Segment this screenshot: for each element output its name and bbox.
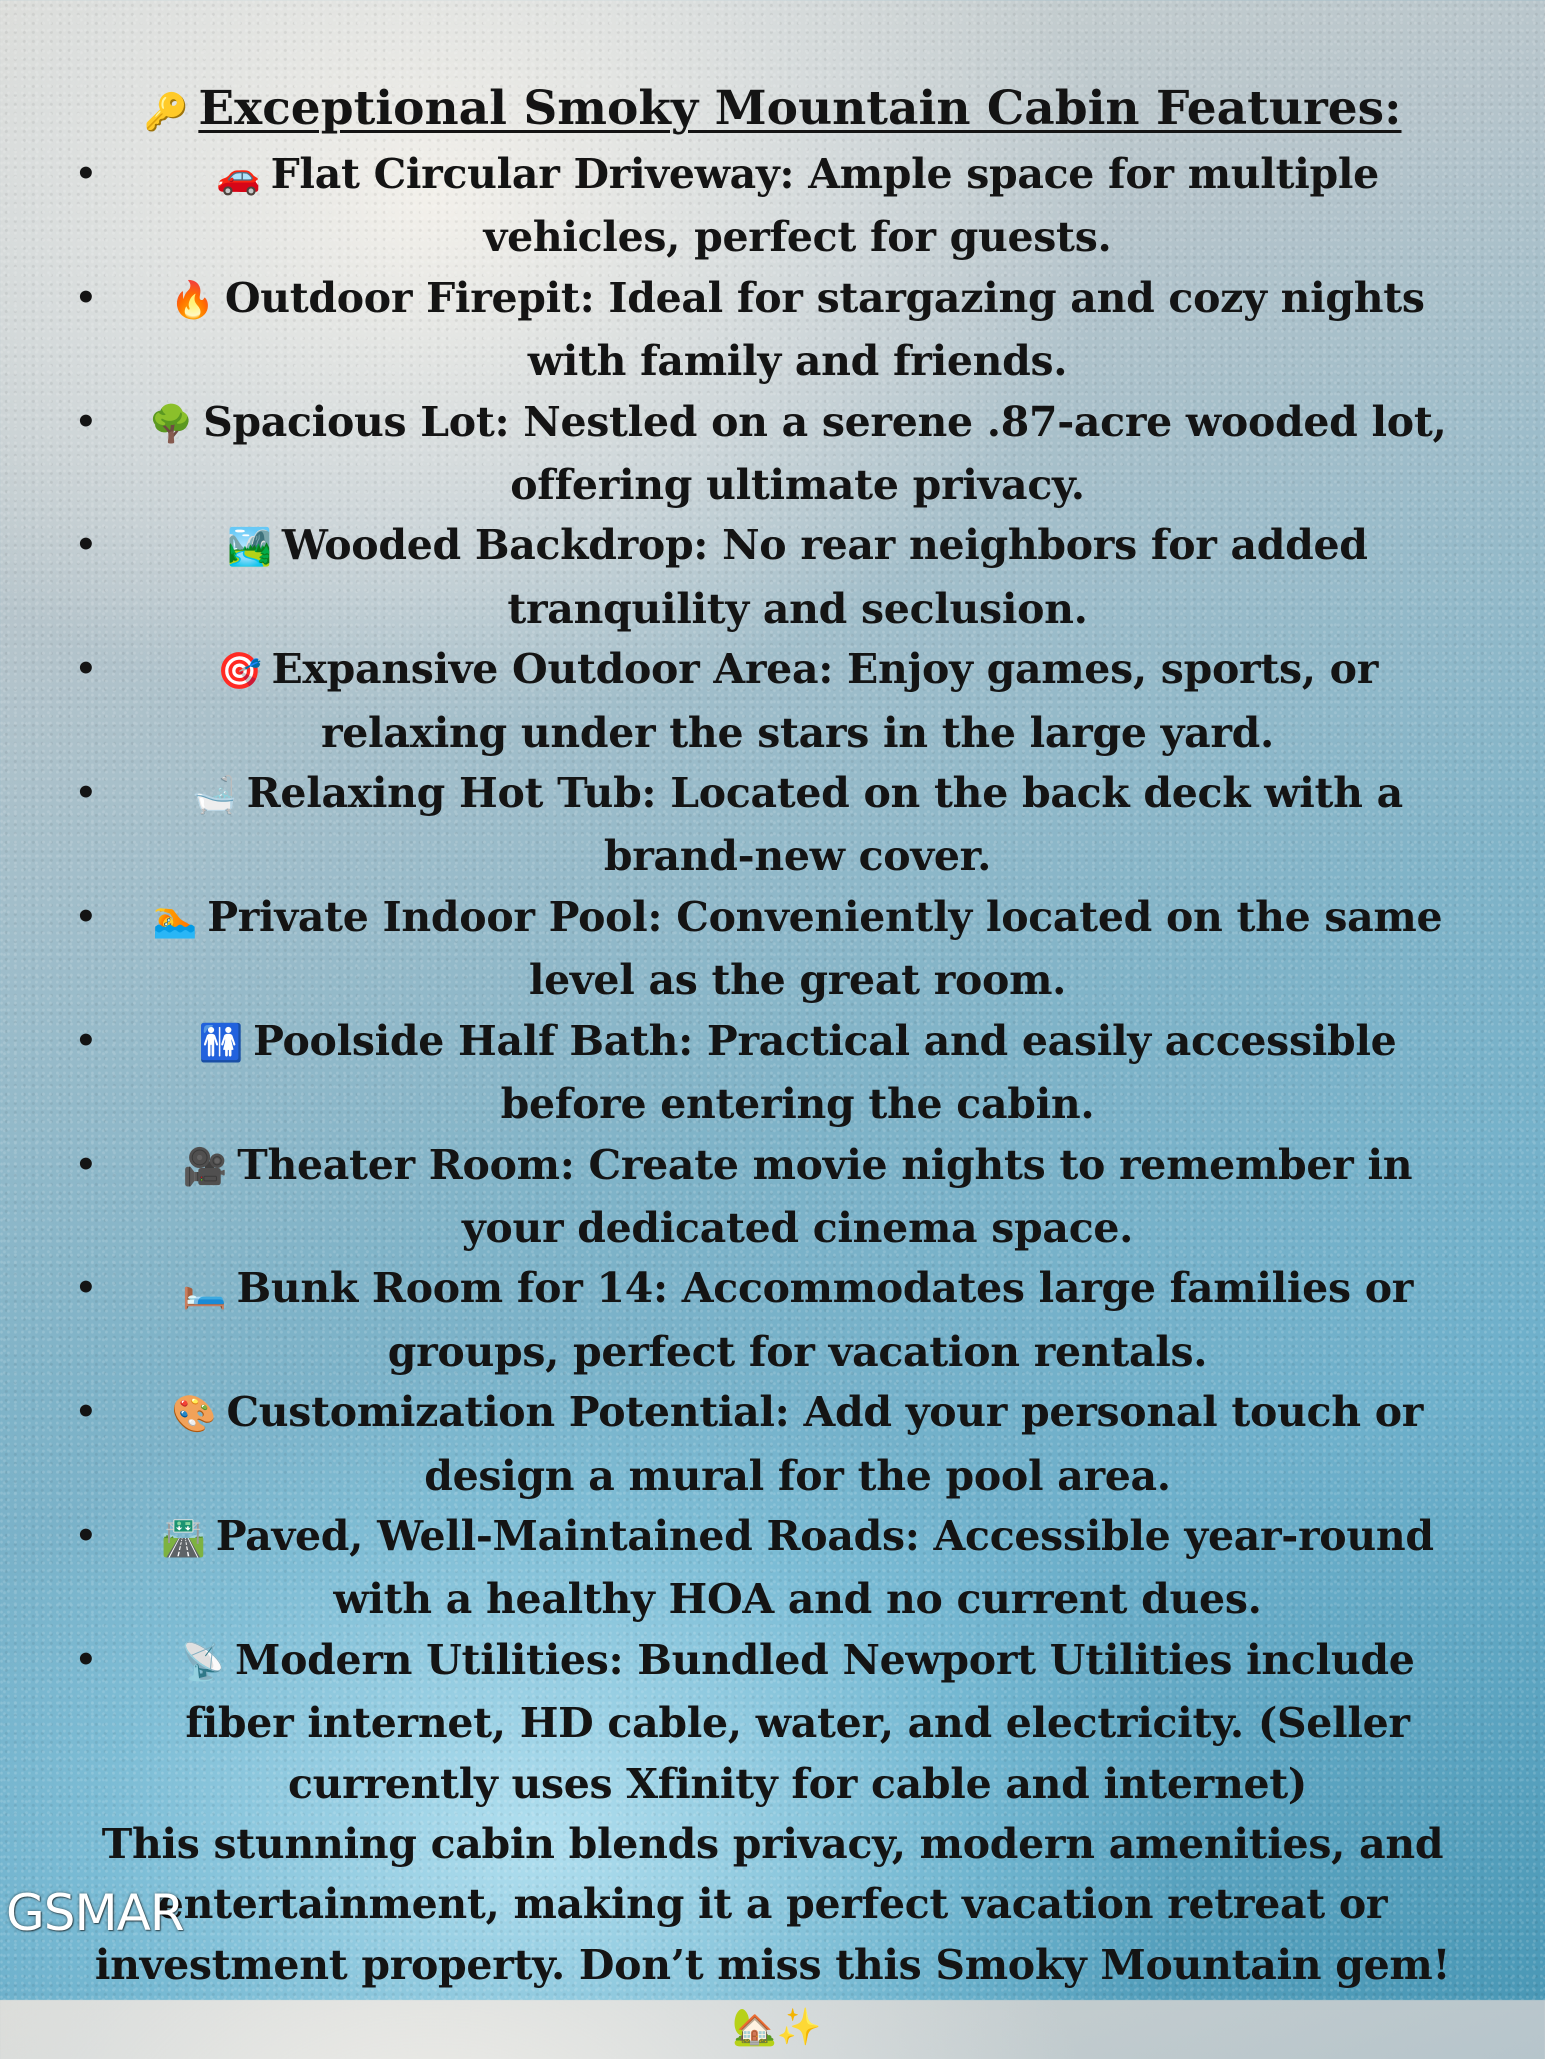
feature-text: Private Indoor Pool: Conveniently located on the same level as the great room. <box>207 892 1443 1005</box>
feature-text: Relaxing Hot Tub: Located on the back deck with a brand-new cover. <box>246 769 1403 881</box>
house-sparkles-icon: 🏡✨ <box>731 2007 822 2049</box>
page-title <box>0 78 1545 144</box>
feature-item <box>75 1630 1465 1814</box>
feature-item <box>75 1135 1465 1259</box>
feature-text: Spacious Lot: Nestled on a serene .87-acre wooded lot, offering ultimate privacy. <box>203 397 1447 510</box>
bullet-icon: • <box>75 1144 97 1185</box>
movie-camera-icon: 🎥 <box>182 1146 228 1188</box>
feature-text: Customization Potential: Add your personal touch or design a mural for the pool area. <box>226 1388 1424 1500</box>
bullet-icon: • <box>75 649 97 690</box>
bathtub-icon: 🛁 <box>192 775 237 817</box>
motorway-icon: 🛣️ <box>161 1517 206 1559</box>
bullet-icon: • <box>75 525 97 566</box>
feature-text: Flat Circular Driveway: Ample space for multiple vehicles, perfect for guests. <box>270 150 1379 262</box>
closing-text: This stunning cabin blends privacy, modern amenities, and entertainment, making it a perfect vacation retreat or investment property. Don’t miss this Smoky Mountain gem! <box>94 1819 1451 1989</box>
bullet-icon: • <box>75 1392 97 1433</box>
national-park-icon: 🏞️ <box>227 527 272 569</box>
page-title-text: Exceptional Smoky Mountain Cabin Features: <box>198 81 1402 136</box>
feature-item <box>75 144 1465 268</box>
feature-text: Outdoor Firepit: Ideal for stargazing and cozy nights with family and friends. <box>224 273 1425 386</box>
target-icon: 🎯 <box>216 651 262 693</box>
feature-item <box>75 1382 1465 1506</box>
bullet-icon: • <box>75 1515 97 1556</box>
bullet-icon: • <box>75 277 97 318</box>
feature-text: Bunk Room for 14: Accommodates large families or groups, perfect for vacation rentals. <box>236 1264 1414 1376</box>
key-icon: 🔑 <box>143 92 189 133</box>
bullet-icon: • <box>75 1020 97 1061</box>
feature-text: Paved, Well-Maintained Roads: Accessible year-round with a healthy HOA and no current dues. <box>215 1511 1434 1624</box>
feature-item <box>75 1258 1465 1382</box>
swimmer-icon: 🏊 <box>152 898 198 940</box>
feature-list <box>0 144 1545 1814</box>
bullet-icon: • <box>75 773 97 814</box>
feature-item <box>75 1506 1465 1630</box>
watermark: GSMAR <box>6 1884 184 1942</box>
feature-item <box>75 887 1465 1011</box>
tree-icon: 🌳 <box>148 403 194 445</box>
fire-icon: 🔥 <box>170 279 215 321</box>
restroom-icon: 🚻 <box>198 1022 244 1064</box>
feature-item <box>75 763 1465 887</box>
feature-item <box>75 268 1465 392</box>
feature-text: Theater Room: Create movie nights to remember in your dedicated cinema space. <box>237 1140 1413 1252</box>
palette-icon: 🎨 <box>171 1394 217 1436</box>
satellite-dish-icon: 📡 <box>180 1641 226 1683</box>
bullet-icon: • <box>75 896 97 937</box>
bed-icon: 🛏️ <box>181 1270 227 1312</box>
closing-paragraph <box>0 1814 1545 2059</box>
bullet-icon: • <box>75 154 97 194</box>
feature-item <box>75 515 1465 639</box>
feature-item <box>75 1011 1465 1135</box>
bullet-icon: • <box>75 1639 97 1680</box>
car-icon: 🚗 <box>216 156 261 197</box>
feature-text: Poolside Half Bath: Practical and easily accessible before entering the cabin. <box>253 1016 1397 1129</box>
feature-item <box>75 639 1465 763</box>
bullet-icon: • <box>75 1268 97 1309</box>
document-body <box>0 78 1545 2059</box>
bullet-icon: • <box>75 401 97 442</box>
feature-text: Modern Utilities: Bundled Newport Utilities include fiber internet, HD cable, water, and electricity. (Seller currently uses Xfinity for cable and internet) <box>185 1635 1415 1808</box>
feature-item <box>75 392 1465 516</box>
feature-text: Expansive Outdoor Area: Enjoy games, sports, or relaxing under the stars in the large yard. <box>271 645 1379 757</box>
feature-text: Wooded Backdrop: No rear neighbors for added tranquility and seclusion. <box>281 521 1368 633</box>
